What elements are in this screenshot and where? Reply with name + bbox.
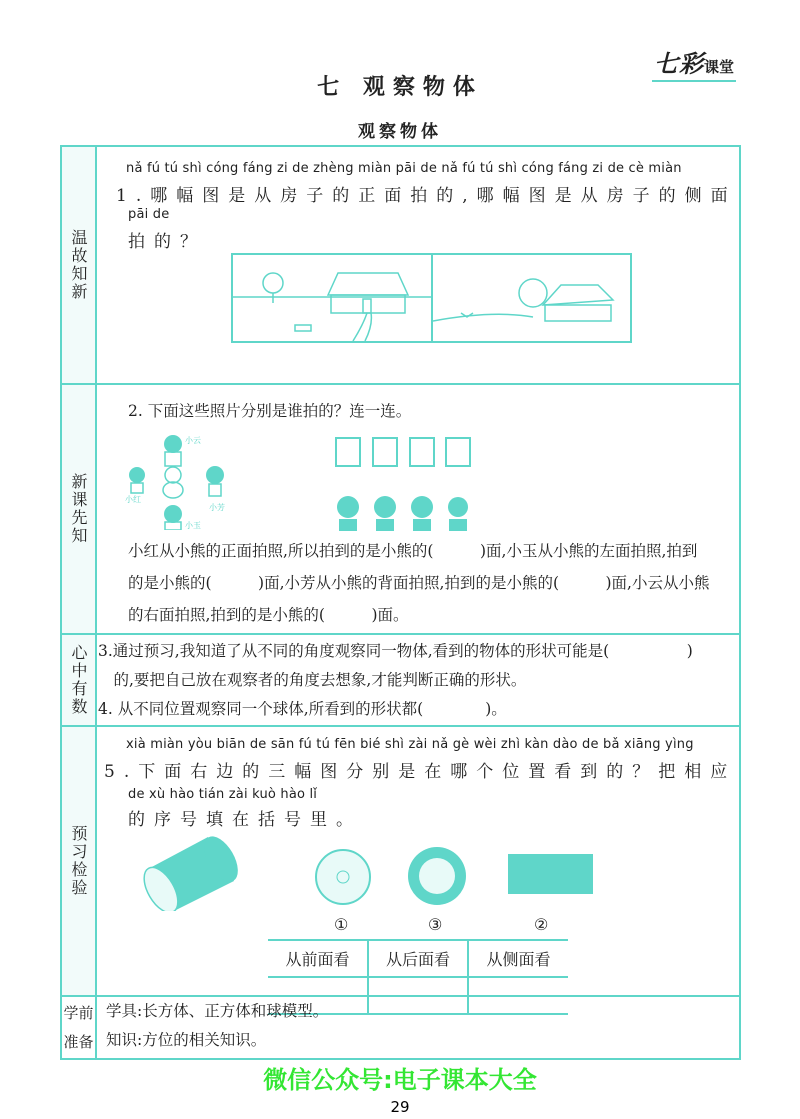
watermark: 微信公众号:电子课本大全 [263,1066,537,1094]
view-figure-3-circle [406,845,468,907]
page-number: 29 [390,1098,410,1116]
question-4-text: 4. 从不同位置观察同一个球体,所看到的形状都( )。 [98,700,507,718]
view-figure-2-rectangle [508,854,593,894]
name-label-xiaoyun: 小云 [185,436,201,445]
figure-number: ① [334,915,349,934]
view-figure-1-circle-pattern [313,847,373,907]
figure-number: ③ [428,915,443,934]
pinyin-line: nǎ fú tú shì cóng fáng zi de zhèng miàn pāi de nǎ fú tú shì cóng fáng zi de cè miàn [126,161,682,176]
tools-text: 学具:长方体、正方体和球模型。 [106,1002,329,1020]
question-5-text-cont: 的序号填在括号里。 [128,810,362,830]
question-1-text: 1.哪幅图是从房子的正面拍的,哪幅图是从房子的侧面 [116,186,737,206]
section-preparation [62,997,739,1058]
figure-number: ② [534,915,549,934]
pinyin-line: de xù hào tián zài kuò hào lǐ [128,787,318,802]
header-front: 从前面看 [268,940,368,977]
question-1-text-cont: 拍的？ [128,232,206,252]
question-3-line-2: 的,要把自己放在观察者的角度去想象,才能判断正确的形状。 [98,671,527,689]
label-bottom: 准备 [63,1032,94,1051]
knowledge-text: 知识:方位的相关知识。 [106,1031,267,1049]
section-label [62,997,97,1058]
bear-text-line-1: 小红从小熊的正面拍照,所以拍到的是小熊的( )面,小玉从小熊的左面拍照,拍到 [128,542,698,560]
question-2-text: 2. 下面这些照片分别是谁拍的？连一连。 [128,402,412,420]
header-back: 从后面看 [368,940,468,977]
section-review [62,147,739,385]
photos-and-children-picture [333,435,483,535]
section-new-lesson [62,385,739,635]
section-label: 预习检验 [62,727,97,995]
house-pictures [231,253,632,343]
section-label: 心中有数 [62,635,97,725]
section-preview-check [62,727,739,997]
header-side: 从侧面看 [468,940,568,977]
name-label-xiaofang: 小芳 [209,503,225,512]
chapter-title: 七 观察物体 [317,74,483,100]
section-label: 温故知新 [62,147,97,383]
question-3-line-1: 3.通过预习,我知道了从不同的角度观察同一物体,看到的物体的形状可能是( ) [98,642,693,660]
name-label-xiaohong: 小红 [125,495,141,504]
label-top: 学前 [63,1003,94,1022]
worksheet-table [60,145,741,1060]
section-label: 新课先知 [62,385,97,633]
section-title: 观察物体 [358,122,442,142]
house-side-view-picture [433,255,630,341]
children-photographing-bear-picture [123,430,243,530]
bear-text-line-3: 的右面拍照,拍到的是小熊的( )面。 [128,606,409,624]
bear-text-line-2: 的是小熊的( )面,小芳从小熊的背面拍照,拍到的是小熊的( )面,小云从小熊 [128,574,710,592]
question-5-text: 5.下面右边的三幅图分别是在哪个位置看到的？把相应 [104,762,737,782]
pinyin-line: pāi de [128,207,170,222]
name-label-xiaoyu: 小玉 [185,521,201,530]
cylinder-picture [128,831,248,911]
pinyin-line: xià miàn yòu biān de sān fú tú fēn bié shì zài nǎ gè wèi zhì kàn dào de bǎ xiāng yìng [126,737,694,752]
section-mindful [62,635,739,727]
house-front-view-picture [233,255,433,341]
brand-logo: 七彩课堂 [652,44,736,82]
